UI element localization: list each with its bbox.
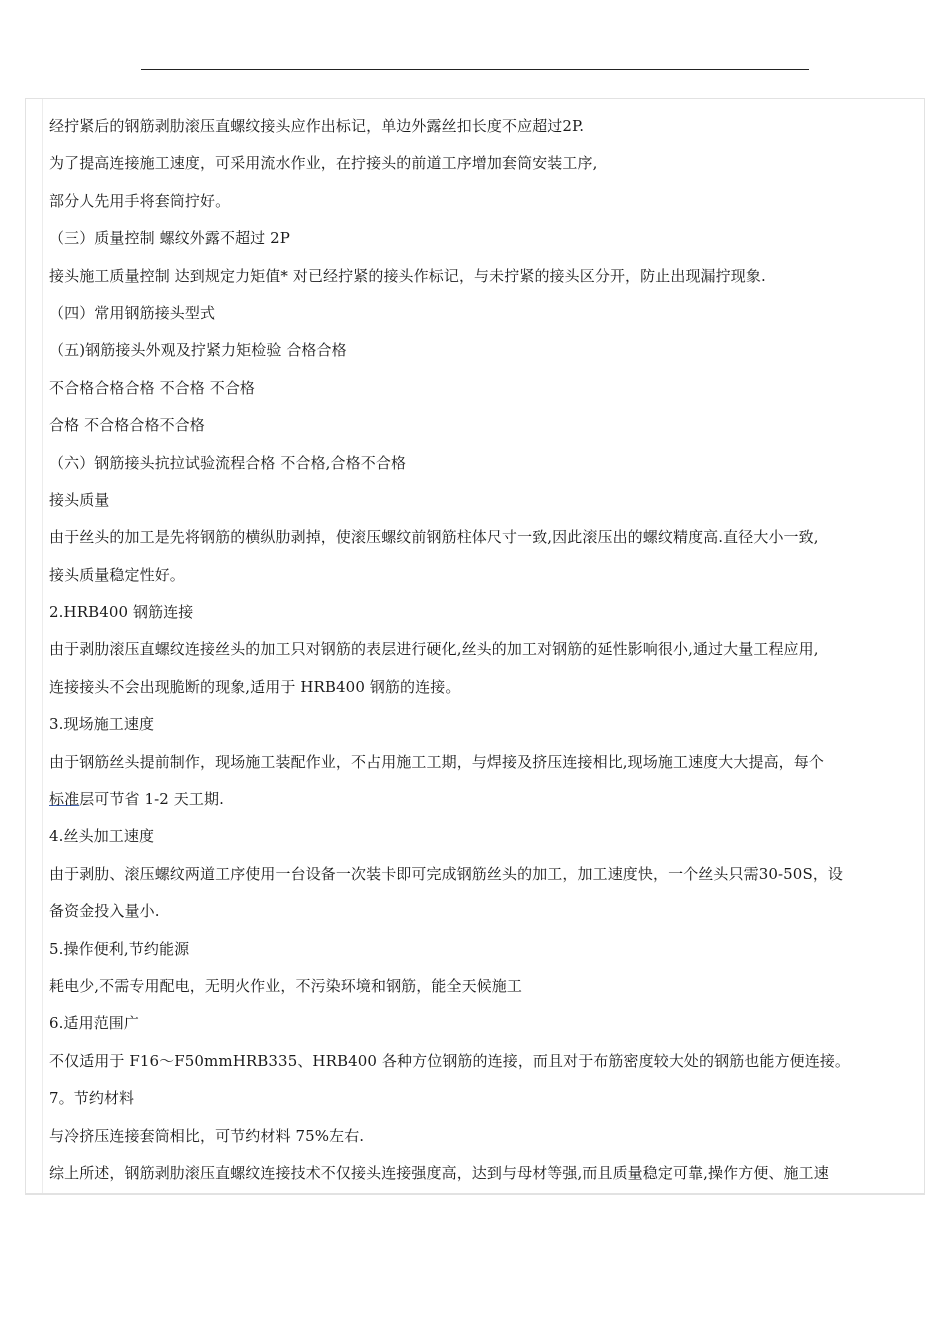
text-line: 连接接头不会出现脆断的现象,适用于 HRB400 钢筋的连接。 — [49, 677, 461, 696]
subheading-thread-speed: 4.丝头加工速度 — [49, 827, 155, 846]
document-body — [49, 108, 929, 1192]
text-line: 为了提高连接施工速度，可采用流水作业，在拧接头的前道工序增加套筒安装工序, — [49, 154, 598, 173]
subheading-hrb400: 2.HRB400 钢筋连接 — [49, 603, 194, 622]
subheading-site-speed: 3.现场施工速度 — [49, 715, 155, 734]
section-heading-5: （五)钢筋接头外观及拧紧力矩检验 合格合格 — [49, 341, 347, 360]
text-line: 不合格合格合格 不合格 不合格 — [49, 378, 256, 397]
text-line-with-link — [49, 781, 929, 818]
text-line: 不仅适用于 F16～F50mmHRB335、HRB400 各种方位钢筋的连接，而且对于布筋密度较大处的钢筋也能方便连接。 — [49, 1051, 851, 1070]
text-line: 由于钢筋丝头提前制作，现场施工装配作业，不占用施工工期，与焊接及挤压连接相比,现场施工速度大大提高，每个 — [49, 752, 824, 771]
text-line: 接头施工质量控制 达到规定力矩值* 对已经拧紧的接头作标记，与未拧紧的接头区分开，防止出现漏拧现象. — [49, 266, 766, 285]
bottom-rule — [25, 1194, 925, 1195]
text-line: 耗电少,不需专用配电，无明火作业，不污染环境和钢筋，能全天候施工 — [49, 976, 522, 995]
section-heading-4: （四）常用钢筋接头型式 — [49, 303, 216, 322]
text-line: 综上所述，钢筋剥肋滚压直螺纹连接技术不仅接头连接强度高，达到与母材等强,而且质量稳定可靠,操作方便、施工速 — [49, 1163, 829, 1182]
text-line: 接头质量稳定性好。 — [49, 565, 185, 584]
text-line: 由于剥肋滚压直螺纹连接丝头的加工只对钢筋的表层进行硬化,丝头的加工对钢筋的延性影响很小,通过大量工程应用, — [49, 640, 819, 659]
section-heading-6: （六）钢筋接头抗拉试验流程合格 不合格,合格不合格 — [49, 453, 407, 472]
header-rule — [141, 69, 809, 70]
text-line: 由于剥肋、滚压螺纹两道工序使用一台设备一次装卡即可完成钢筋丝头的加工，加工速度快，一个丝头只需30-50S，设 — [49, 864, 844, 883]
text-line: 经拧紧后的钢筋剥肋滚压直螺纹接头应作出标记，单边外露丝扣长度不应超过2P. — [49, 117, 585, 135]
subheading-joint-quality: 接头质量 — [49, 490, 110, 509]
standard-link[interactable]: 标准 — [49, 790, 80, 809]
subheading-convenience: 5.操作便利,节约能源 — [49, 939, 190, 958]
text-line: 部分人先用手将套筒拧好。 — [49, 191, 231, 210]
subheading-materials: 7。节约材料 — [49, 1089, 135, 1108]
text-line: 由于丝头的加工是先将钢筋的横纵肋剥掉，使滚压螺纹前钢筋柱体尺寸一致,因此滚压出的螺纹精度高.直径大小一致, — [49, 528, 819, 547]
text-line: 备资金投入量小. — [49, 902, 160, 921]
text-fragment: 层可节省 1-2 天工期. — [79, 790, 224, 809]
text-line: 与冷挤压连接套筒相比，可节约材料 75%左右. — [49, 1126, 365, 1145]
subheading-scope: 6.适用范围广 — [49, 1014, 140, 1033]
section-heading-3: （三）质量控制 螺纹外露不超过 2P — [49, 229, 290, 248]
text-line: 合格 不合格合格不合格 — [49, 416, 205, 435]
